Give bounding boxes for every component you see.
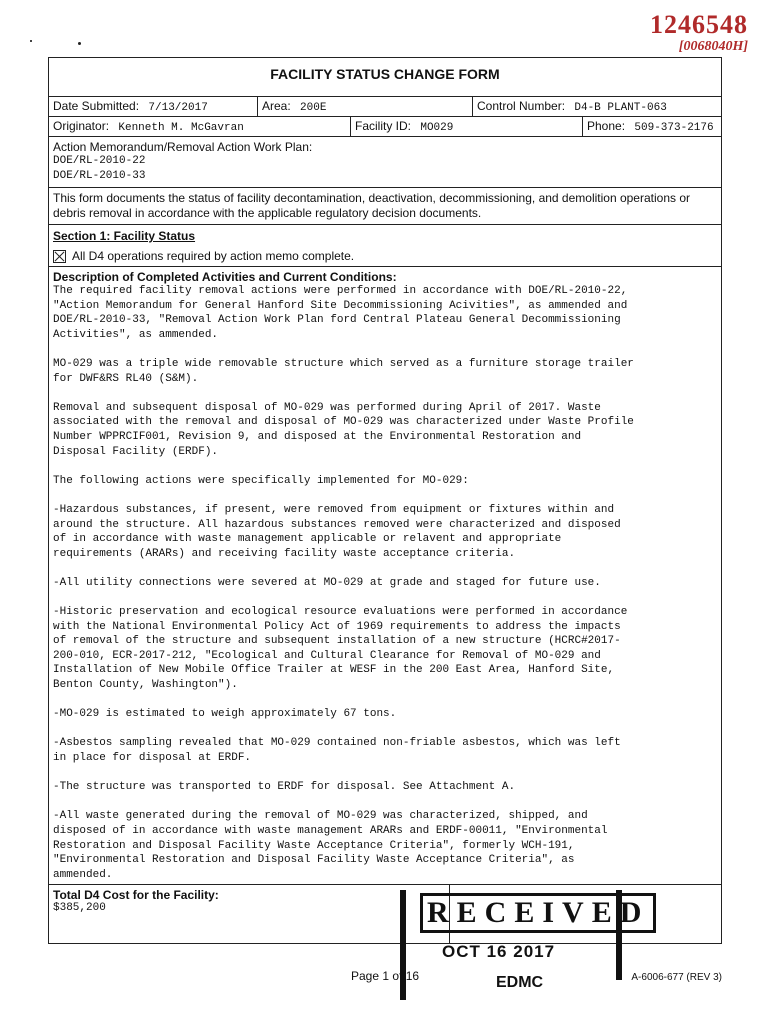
received-stamp: [400, 890, 650, 1000]
page-number: Page 1 of 16: [351, 969, 420, 983]
date-submitted-value: 7/13/2017: [148, 102, 208, 114]
area-label: Area:: [262, 99, 291, 113]
completion-check-row: [49, 246, 721, 267]
form-statement: This form documents the status of facility decontamination, deactivation, decommissioning, and demolition operations or debris removal in accordance with the applicable regulatory decision documents.: [49, 188, 721, 225]
received-dept: EDMC: [496, 974, 544, 991]
document-code: [0068040H]: [678, 39, 748, 54]
action-plan-label: Action Memorandum/Removal Action Work Plan:: [53, 140, 313, 154]
phone-label: Phone:: [587, 119, 626, 133]
section-1-title: Section 1: Facility Status: [53, 229, 196, 243]
description-paragraph: The following actions were specifically implemented for MO-029:: [53, 474, 469, 487]
action-plan-value: DOE/RL-2010-22: [53, 155, 146, 167]
description-title: Description of Completed Activities and Current Conditions:: [53, 270, 397, 284]
stamp-bar: [400, 890, 406, 1000]
area-cell: [258, 97, 473, 116]
submission-row: [49, 97, 721, 117]
checkbox-label: All D4 operations required by action memo complete.: [72, 249, 355, 263]
control-number-value: D4-B PLANT-063: [574, 102, 667, 114]
originator-cell: [49, 117, 351, 136]
description-paragraph: -The structure was transported to ERDF for disposal. See Attachment A.: [53, 781, 516, 794]
area-value: 200E: [300, 102, 327, 114]
description-body: [49, 284, 721, 884]
originator-value: Kenneth M. McGavran: [118, 122, 244, 134]
facility-id-label: Facility ID:: [355, 119, 412, 133]
description-paragraph: The required facility removal actions were performed in accordance with DOE/RL-2010-22, "Action Memorandum for General Hanford Site Decommissioning Acivities", as ammended and DOE/RL-2010-33, "Removal Action Work Plan ford Central Plateau General Decommissioning Activities", as ammended.: [53, 285, 628, 341]
total-cost-label: Total D4 Cost for the Facility:: [53, 888, 219, 903]
form-number: A-6006-677 (REV 3): [631, 972, 722, 983]
form-title: FACILITY STATUS CHANGE FORM: [49, 58, 721, 97]
date-submitted-label: Date Submitted:: [53, 99, 140, 113]
control-number-cell: [473, 97, 721, 116]
description-paragraph: Removal and subsequent disposal of MO-029 was performed during April of 2017. Waste associated with the removal and disposal of MO-029 was characterized under Waste Profile Number WPPRCIF001, Revision 9, and disposed at the Environmental Restoration and Disposal Facility (ERDF).: [53, 401, 634, 458]
action-plan-block: [49, 137, 721, 188]
document-number-stamp: [650, 12, 748, 54]
received-date: OCT 16 2017: [442, 942, 556, 961]
scan-mark: [30, 40, 32, 42]
control-number-label: Control Number:: [477, 99, 566, 113]
facility-id-cell: [351, 117, 583, 136]
action-plan-value: DOE/RL-2010-33: [53, 170, 146, 182]
phone-value: 509-373-2176: [634, 122, 714, 134]
phone-cell: [583, 117, 721, 136]
facility-status-form: [48, 57, 722, 944]
checked-checkbox[interactable]: [53, 250, 66, 263]
received-word: RECEIVED: [420, 893, 656, 933]
description-paragraph: -MO-029 is estimated to weigh approximately 67 tons.: [53, 708, 397, 721]
facility-id-value: MO029: [420, 122, 454, 134]
description-paragraph: -Historic preservation and ecological resource evaluations were performed in accordance with the National Environmental Policy Act of 1969 requirements to address the impacts of removal of the structure and subsequent installation of a new structure (HCRC#2017- 200-010, ECR-2017-212, "Ecological and Cultural Clearance for Removal of MO-029 and Installation of New Mobile Office Trailer at WESF in the 200 East Area, Hanford Site, Benton County, Washington").: [53, 606, 628, 692]
total-cost-cell: [49, 885, 450, 943]
date-submitted-cell: [49, 97, 258, 116]
description-paragraph: -Hazardous substances, if present, were removed from equipment or fixtures within and around the structure. All hazardous substances removed were characterized and disposed of in accordance with waste management applicable or relavent and appropriate requirements (ARARs) and receiving facility waste acceptance criteria.: [53, 503, 621, 560]
document-number: 1246548: [650, 10, 748, 39]
description-paragraph: -Asbestos sampling revealed that MO-029 contained non-friable asbestos, which was left in place for disposal at ERDF.: [53, 737, 621, 764]
originator-row: [49, 117, 721, 137]
description-paragraph: MO-029 was a triple wide removable structure which served as a furniture storage trailer for DWF&RS RL40 (S&M).: [53, 357, 634, 385]
description-paragraph: -All utility connections were severed at MO-029 at grade and staged for future use.: [53, 576, 601, 589]
description-paragraph: -All waste generated during the removal of MO-029 was characterized, shipped, and disposed of in accordance with waste management ARARs and ERDF-00011, "Environmental Restoration and Disposal Facility Waste Acceptance Criteria", formerly WCH-191, "Environmental Restoration and Disposal Facility Waste Acceptance Criteria", as ammended.: [53, 810, 608, 881]
total-cost-value: $385,200: [53, 902, 106, 915]
scan-mark: [78, 42, 81, 45]
originator-label: Originator:: [53, 119, 110, 133]
